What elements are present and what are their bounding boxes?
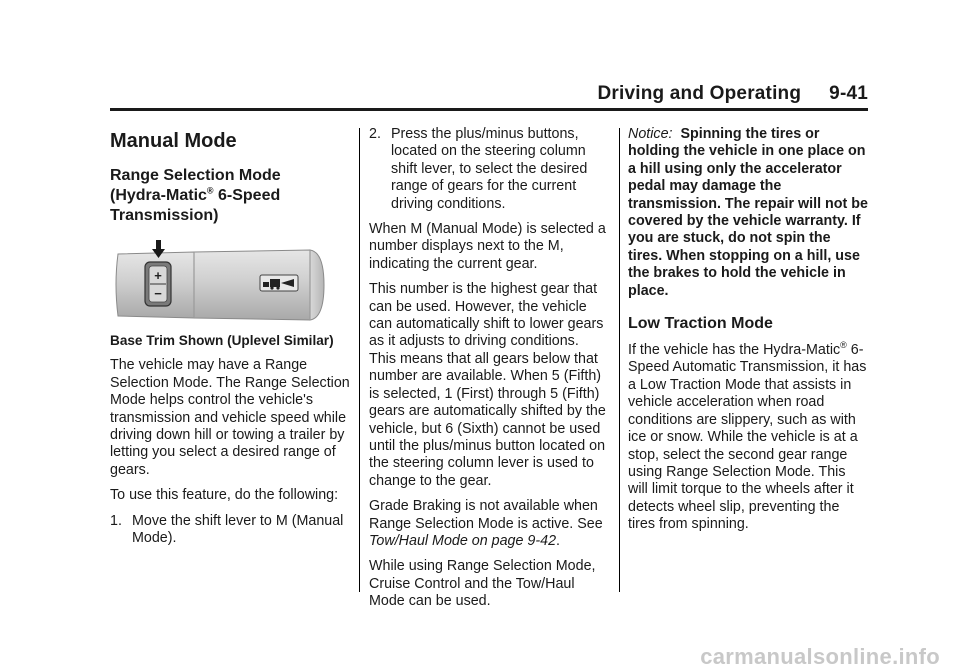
paragraph: While using Range Selection Mode, Cruise Control and the Tow/Haul Mode can be used. [369, 558, 596, 610]
step-number: 2. [369, 126, 381, 142]
paragraph: The vehicle may have a Range Selection Mode. The Range Selection Mode helps control the vehicle's transmission and vehicle speed while driving down hill or towing a trailer by letting you select a desired range of gears. [110, 357, 350, 478]
subsection-heading: Low Traction Mode [628, 315, 773, 333]
page-header [597, 83, 868, 105]
notice-text: Spinning the tires or holding the vehicle in one place on a hill using only the accelerator pedal may damage the transmission. The repair will not be covered by the vehicle warranty. If you are stuck, do not spin the tires. When stopping on a hill, use the brakes to hold the vehicle in place. [628, 126, 868, 299]
figure-caption: Base Trim Shown (Uplevel Similar) [110, 333, 334, 348]
section-title: Driving and Operating [597, 83, 802, 104]
paragraph: Grade Braking is not available when Range Selection Mode is active. See Tow/Haul Mode on page 9-42. [369, 498, 603, 549]
plus-symbol: + [154, 268, 162, 283]
header-rule [110, 108, 868, 111]
step-2 [369, 126, 609, 213]
column-divider-2 [619, 128, 620, 592]
paragraph: This number is the highest gear that can be used. However, the vehicle can automatically shift to lower gears as it adjusts to driving conditions. This means that all gears below that number are available. When 5 (Fifth) is selected, 1 (First) through 5 (Fifth) gears are automatically shifted by the vehicle, but 6 (Sixth) cannot be used until the plus/minus button located on the steering column lever is used to change to the gear. [369, 281, 606, 489]
tow-haul-icon [260, 275, 298, 291]
notice [628, 126, 868, 300]
cross-reference-link[interactable]: Tow/Haul Mode on page 9-42 [369, 532, 557, 549]
page-number: 9-41 [829, 83, 868, 104]
paragraph: When M (Manual Mode) is selected a number displays next to the M, indicating the current gear. [369, 221, 606, 272]
section-heading: Manual Mode [110, 130, 237, 152]
paragraph: If the vehicle has the Hydra-Matic® 6-Speed Automatic Transmission, it has a Low Traction Mode that assists in vehicle acceleration when road conditions are slippery, such as with ice or snow. While the vehicle is at a stop, select the second gear range using Range Selection Mode. This will limit torque to the wheels after it detects wheel slip, preventing the tires from spinning. [628, 340, 867, 533]
subsection-heading: Range Selection Mode (Hydra-Matic® 6-Speed Transmission) [110, 167, 281, 224]
step-text: Press the plus/minus buttons, located on the steering column shift lever, to select the desired range of gears for the current driving conditions. [391, 126, 588, 212]
column-3 [628, 126, 868, 542]
column-divider-1 [359, 128, 360, 592]
notice-label: Notice: [628, 126, 673, 142]
paragraph: To use this feature, do the following: [110, 487, 339, 504]
step-1 [110, 513, 350, 548]
column-1 [110, 126, 350, 555]
watermark: carmanualsonline.info [700, 644, 940, 669]
shift-lever-illustration [110, 240, 350, 326]
minus-symbol: − [154, 286, 162, 301]
column-2 [369, 126, 609, 619]
step-text: Move the shift lever to M (Manual Mode). [132, 512, 344, 547]
step-number: 1. [110, 512, 122, 529]
